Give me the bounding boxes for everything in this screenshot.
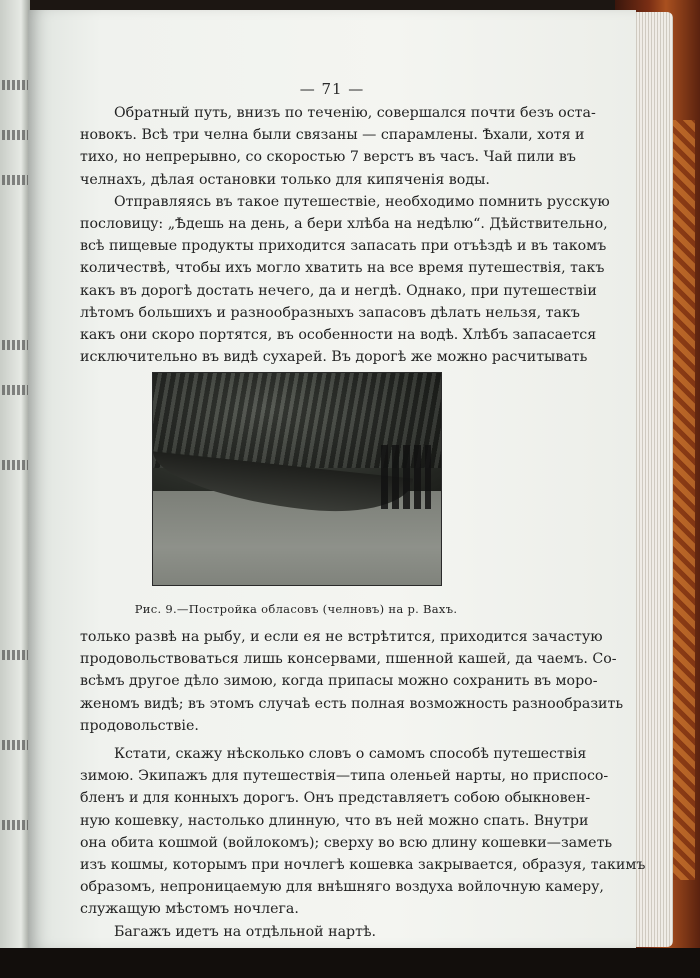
text-line: количествѣ, чтобы ихъ могло хватить на все время путешествія, такъ [80,260,605,277]
text-line: какъ они скоро портятся, въ особенности на водѣ. Хлѣбъ запасается [80,327,597,344]
text-line: пословицу: „Ѣдешь на день, а бери хлѣба на недѣлю“. Дѣйствительно, [80,216,608,233]
left-page-text-fragment [2,340,30,350]
text-line: женомъ видѣ; въ этомъ случаѣ есть полная возможность разнообразить [80,695,624,712]
left-page-text-fragment [2,820,30,830]
text-line: лѣтомъ большихъ и разнообразныхъ запасовъ дѣлать нельзя, такъ [80,304,580,321]
left-page-text-fragment [2,130,30,140]
text-line: продовольствіе. [80,717,199,734]
text-line: ную кошевку, настолько длинную, что въ ней можно спать. Внутри [80,812,589,829]
figure-people [381,445,431,509]
text-line: изъ кошмы, которымъ при ночлегѣ кошевка закрывается, образуя, такимъ [80,857,646,874]
left-page-text-fragment [2,385,30,395]
text-line: бленъ и для конныхъ дорогъ. Онъ представляетъ собою обыкновен- [80,790,591,807]
left-page-text-fragment [2,175,30,185]
text-line: образомъ, непроницаемую для внѣшняго воздуха войлочную камеру, [80,879,604,896]
text-line: челнахъ, дѣлая остановки только для кипяченія воды. [80,171,490,188]
left-page-text-fragment [2,650,30,660]
text-line: продовольствоваться лишь консервами, пшенной кашей, да чаемъ. Со- [80,651,617,668]
text-line: зимою. Экипажъ для путешествія—типа оленьей нарты, но приспосо- [80,768,609,785]
left-page-text-fragment [2,740,30,750]
text-before-figure [80,102,610,368]
left-page-edge [0,0,30,978]
text-line: Кстати, скажу нѣсколько словъ о самомъ способѣ путешествія [114,746,587,763]
left-page-text-fragment [2,80,30,90]
text-after-figure [80,626,646,943]
text-line: Обратный путь, внизъ по теченію, совершался почти безъ оста- [114,105,596,121]
text-line: новокъ. Всѣ три челна были связаны — спарамлены. Ѣхали, хотя и [80,127,585,144]
bottom-shadow [0,948,700,978]
text-line: всѣ пищевые продукты приходится запасать при отъѣздѣ и въ такомъ [80,238,607,255]
figure-caption: Рис. 9.—Постройка обласовъ (челновъ) на р. Вахъ. [134,602,458,616]
text-line: всѣмъ другое дѣло зимою, когда припасы можно сохранить въ моро- [80,673,598,690]
text-line: исключительно въ видѣ сухарей. Въ дорогѣ же можно расчитывать [80,349,588,366]
left-page-text-fragment [2,460,30,470]
text-line: какъ въ дорогѣ достать нечего, да и негдѣ. Однако, при путешествіи [80,282,597,299]
text-line: только развѣ на рыбу, и если ея не встрѣтится, приходится зачастую [80,629,603,645]
text-line: Отправляясь въ такое путешествіе, необходимо помнить русскую [114,193,610,210]
page-number: — 71 — [299,80,365,98]
text-line: служащую мѣстомъ ночлега. [80,901,299,918]
text-line: тихо, но непрерывно, со скоростью 7 верстъ въ часъ. Чай пили въ [80,149,576,166]
figure-photo-boat-building [152,372,442,586]
text-line: она обита кошмой (войлокомъ); сверху во всю длину кошевки—заметь [80,834,613,851]
text-line: Багажъ идетъ на отдѣльной нартѣ. [114,923,377,940]
book-page [28,10,646,948]
